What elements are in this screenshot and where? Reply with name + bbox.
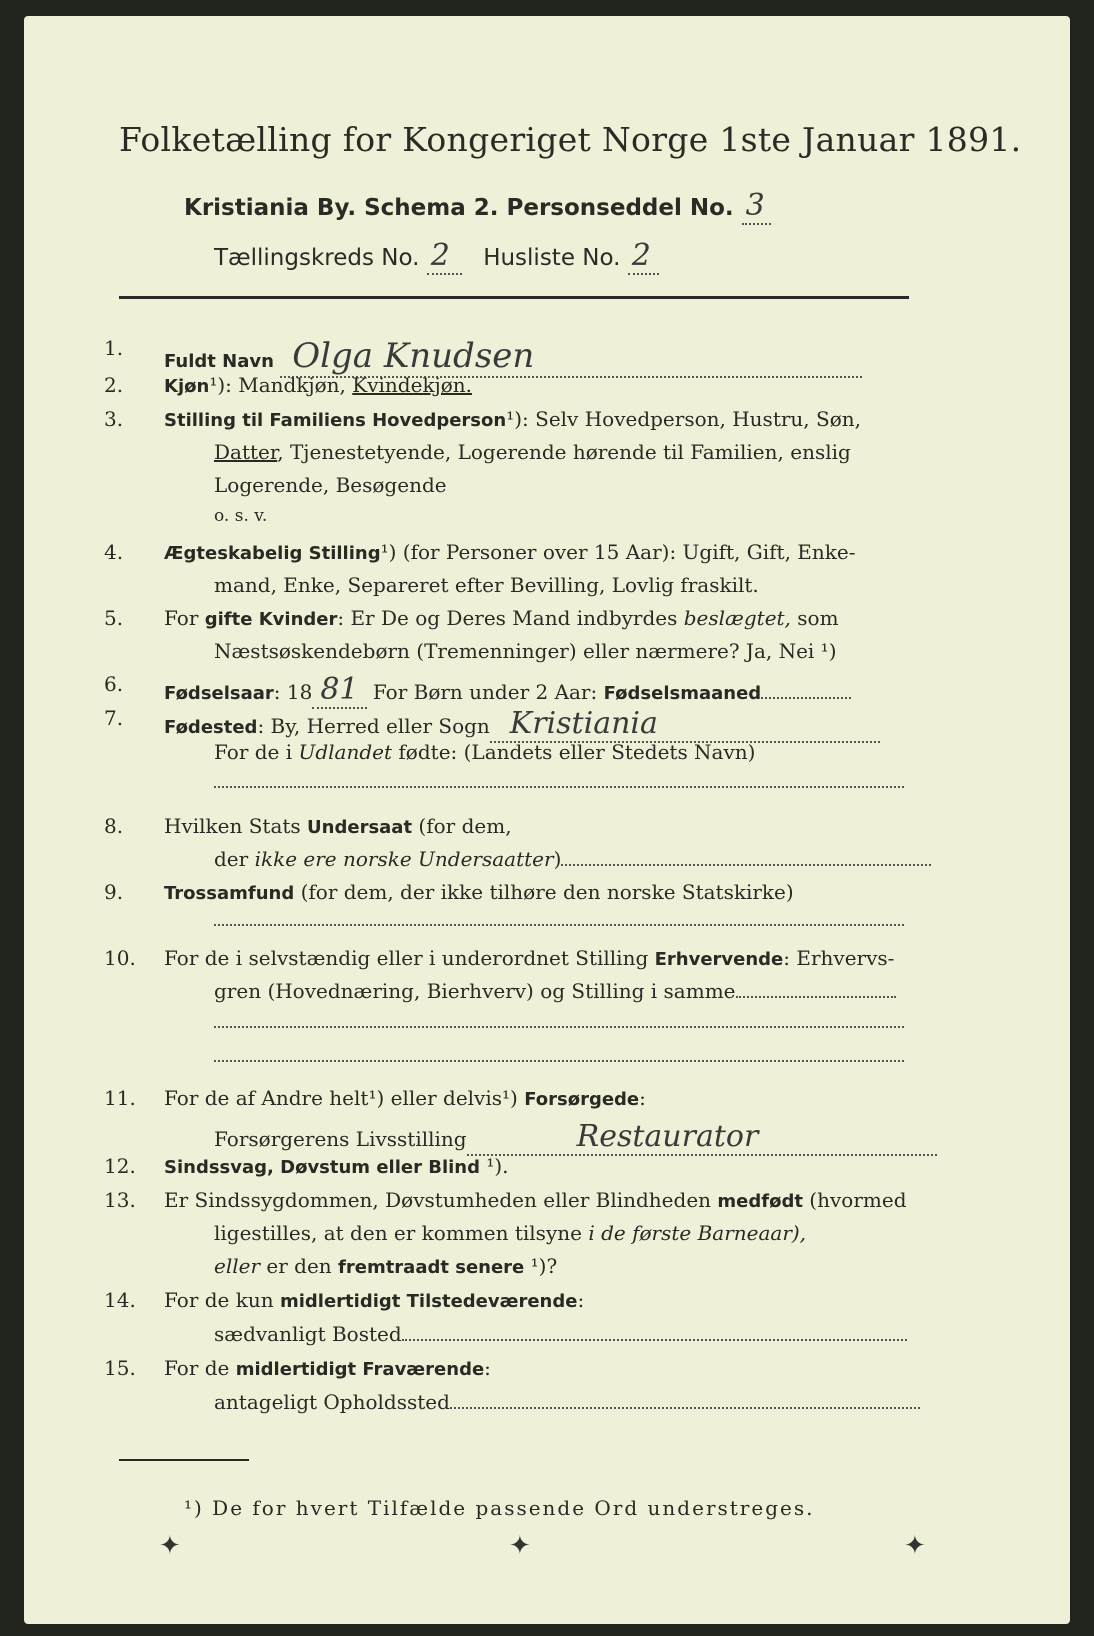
header-rule bbox=[119, 296, 909, 299]
blank-line bbox=[214, 786, 904, 788]
footnote: ¹) De for hvert Tilfælde passende Ord understreges. bbox=[184, 1496, 815, 1520]
registration-mark-icon: ✦ bbox=[509, 1531, 531, 1561]
census-form-page: Folketælling for Kongeriget Norge 1ste Januar 1891. Kristiania By. Schema 2. Personseddel No. 3 Tællingskreds No. 2 Husliste No. 2 1. Fuldt Navn Olga Knudsen 2. Kjøn¹): Mandkjøn, Kvindekjøn. 3. Stilling til Familiens Hovedperson¹): Selv Hovedperson, Hustru, Søn, Datter, Tjenestetyende, Logerende hørende til Familien, enslig Logerende, Besøgende o. s. v. 4. Ægteskabelig Stilling¹) (for Personer over 15 Aar): Ugift, Gift, Enke- mand, Enke, Separeret efter Bevilling, Lovlig fraskilt. 5. For gifte Kvinder: Er De og Deres Mand indbyrdes beslægtet, som Næstsøskendebørn (Tremenninger) eller nærmere? Ja, Nei ¹) 6. Fødselsaar: 18 81 For Børn under 2 Aar: Fødselsmaaned 7. Fødested: By, Herred eller Sogn Kristiania For de i Udlandet fødte: (Landets eller Stedets Navn) 8. Hvilken Stats Undersaat (for dem, der ikke ere norske Undersaatter) 9. Trossamfund (for dem, der ikke tilhøre den norske Statskirke) 10. For de i selvstændig eller i underordnet Stilling Erhvervende: Erhvervs- gren (Hovednæring, Bierhverv) og Stilling i samme 11. For de af Andre helt¹) eller delvis¹) Forsørgede: Forsørgerens Livsstilling Restaurator 12. Sindssvag, Døvstum eller Blind ¹). 13. Er Sindssygdommen, Døvstumheden eller Blindheden medfødt (hvormed ligestilles, at den er kommen tilsyne i de første Barneaar), eller er den fremtraadt senere ¹)? 14. For de kun midlertidigt Tilstedeværende: sædvanligt Bosted 15. For de midlertidigt Fraværende: antageligt Opholdssted ¹) De for hvert Tilfælde passende Ord understreges. ✦ ✦ ✦ bbox=[24, 16, 1070, 1624]
position-selected: Datter bbox=[214, 440, 278, 464]
schema-label: Kristiania By. Schema 2. Personseddel No. bbox=[184, 195, 734, 221]
registration-mark-icon: ✦ bbox=[904, 1531, 926, 1561]
birthplace-value: Kristiania bbox=[490, 706, 880, 743]
personseddel-number: 3 bbox=[742, 188, 771, 225]
provider-occupation-value: Restaurator bbox=[467, 1119, 937, 1156]
full-name-value: Olga Knudsen bbox=[280, 336, 862, 378]
household-label: Husliste No. bbox=[483, 245, 621, 271]
district-number: 2 bbox=[427, 238, 462, 275]
form-subtitle bbox=[184, 188, 771, 223]
birth-year-value: 81 bbox=[312, 672, 366, 709]
registration-mark-icon: ✦ bbox=[159, 1531, 181, 1561]
gender-selected: Kvindekjøn. bbox=[352, 373, 473, 397]
district-line bbox=[214, 238, 659, 273]
form-title: Folketælling for Kongeriget Norge 1ste Januar 1891. bbox=[119, 120, 1022, 159]
district-label: Tællingskreds No. bbox=[214, 245, 420, 271]
footnote-rule bbox=[119, 1459, 249, 1461]
household-number: 2 bbox=[628, 238, 659, 275]
